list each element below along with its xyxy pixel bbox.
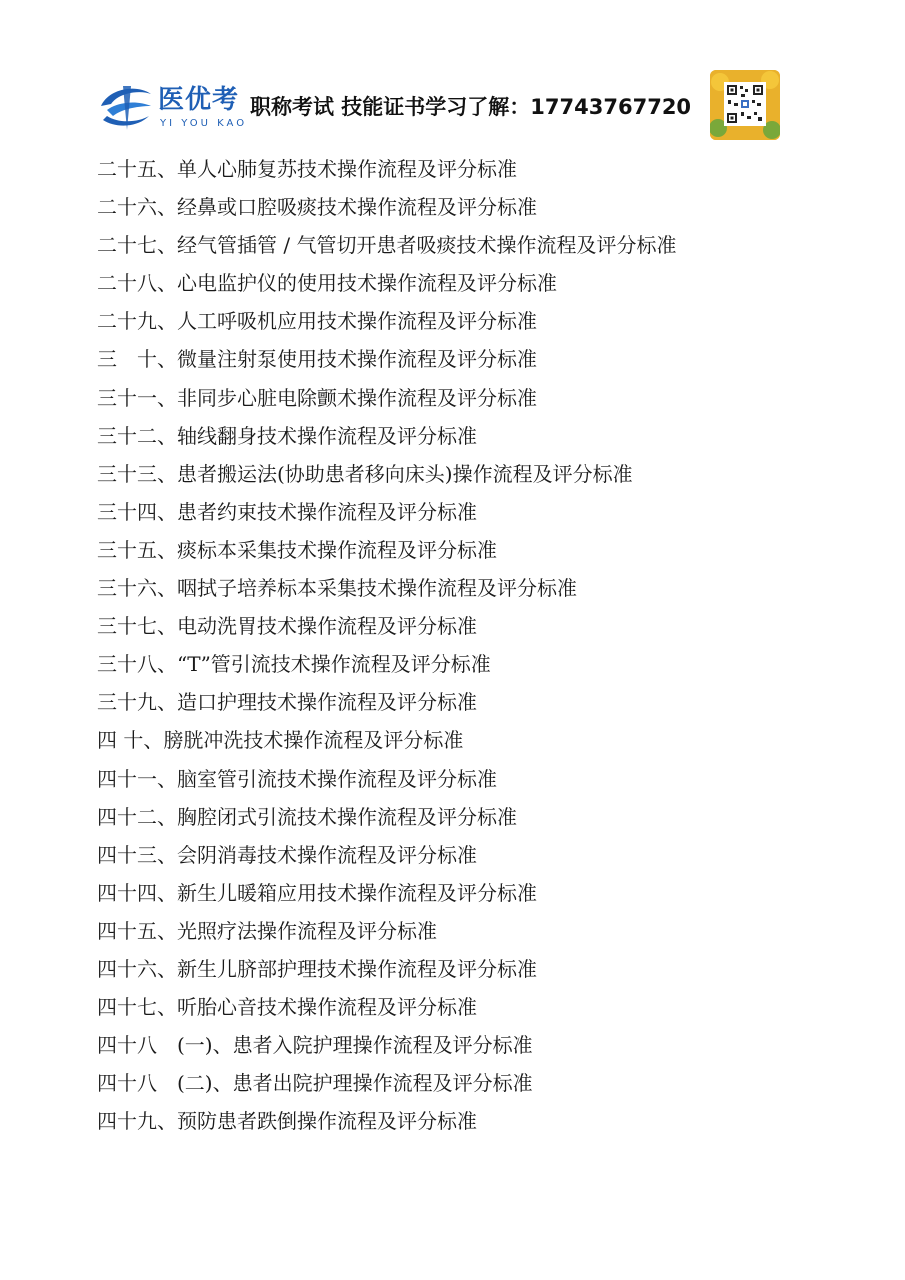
- list-item: 二十七、经气管插管 / 气管切开患者吸痰技术操作流程及评分标准: [97, 233, 677, 258]
- logo-title: 医优考: [158, 85, 240, 115]
- list-item: 四十一、脑室管引流技术操作流程及评分标准: [97, 766, 497, 791]
- list-item: 四 十、膀胱冲洗技术操作流程及评分标准: [97, 728, 464, 753]
- list-item: 三十一、非同步心脏电除颤术操作流程及评分标准: [97, 385, 537, 410]
- list-item: 四十六、新生儿脐部护理技术操作流程及评分标准: [97, 956, 537, 981]
- list-item: 三十四、患者约束技术操作流程及评分标准: [97, 499, 477, 524]
- list-item: 四十五、光照疗法操作流程及评分标准: [97, 918, 437, 943]
- list-item: 四十四、新生儿暖箱应用技术操作流程及评分标准: [97, 880, 537, 905]
- contact-text: 职称考试 技能证书学习了解：17743767720: [250, 95, 692, 119]
- list-item: 四十八 (二)、患者出院护理操作流程及评分标准: [97, 1071, 533, 1096]
- qr-code-icon: [710, 70, 780, 140]
- yiyoukao-logo-icon: [97, 80, 155, 132]
- list-item: 三十二、轴线翻身技术操作流程及评分标准: [97, 423, 477, 448]
- list-item: 二十八、心电监护仪的使用技术操作流程及评分标准: [97, 271, 557, 296]
- list-item: 四十九、预防患者跌倒操作流程及评分标准: [97, 1109, 477, 1134]
- table-of-contents: [97, 150, 857, 1140]
- list-item: 三十三、患者搬运法(协助患者移向床头)操作流程及评分标准: [97, 461, 633, 486]
- list-item: 三 十、微量注射泵使用技术操作流程及评分标准: [97, 347, 537, 372]
- list-item: 四十三、会阴消毒技术操作流程及评分标准: [97, 842, 477, 867]
- list-item: 三十六、咽拭子培养标本采集技术操作流程及评分标准: [97, 576, 577, 601]
- list-item: 三十八、“T”管引流技术操作流程及评分标准: [97, 652, 491, 677]
- list-item: 三十九、造口护理技术操作流程及评分标准: [97, 690, 477, 715]
- logo-subtitle: YI YOU KAO: [160, 118, 248, 129]
- list-item: 三十七、电动洗胃技术操作流程及评分标准: [97, 614, 477, 639]
- list-item: 三十五、痰标本采集技术操作流程及评分标准: [97, 537, 497, 562]
- page-header: [0, 0, 905, 150]
- list-item: 四十二、胸腔闭式引流技术操作流程及评分标准: [97, 804, 517, 829]
- list-item: 二十九、人工呼吸机应用技术操作流程及评分标准: [97, 309, 537, 334]
- list-item: 二十六、经鼻或口腔吸痰技术操作流程及评分标准: [97, 195, 537, 220]
- list-item: 四十八 (一)、患者入院护理操作流程及评分标准: [97, 1033, 533, 1058]
- list-item: 四十七、听胎心音技术操作流程及评分标准: [97, 995, 477, 1020]
- list-item: 二十五、单人心肺复苏技术操作流程及评分标准: [97, 157, 517, 181]
